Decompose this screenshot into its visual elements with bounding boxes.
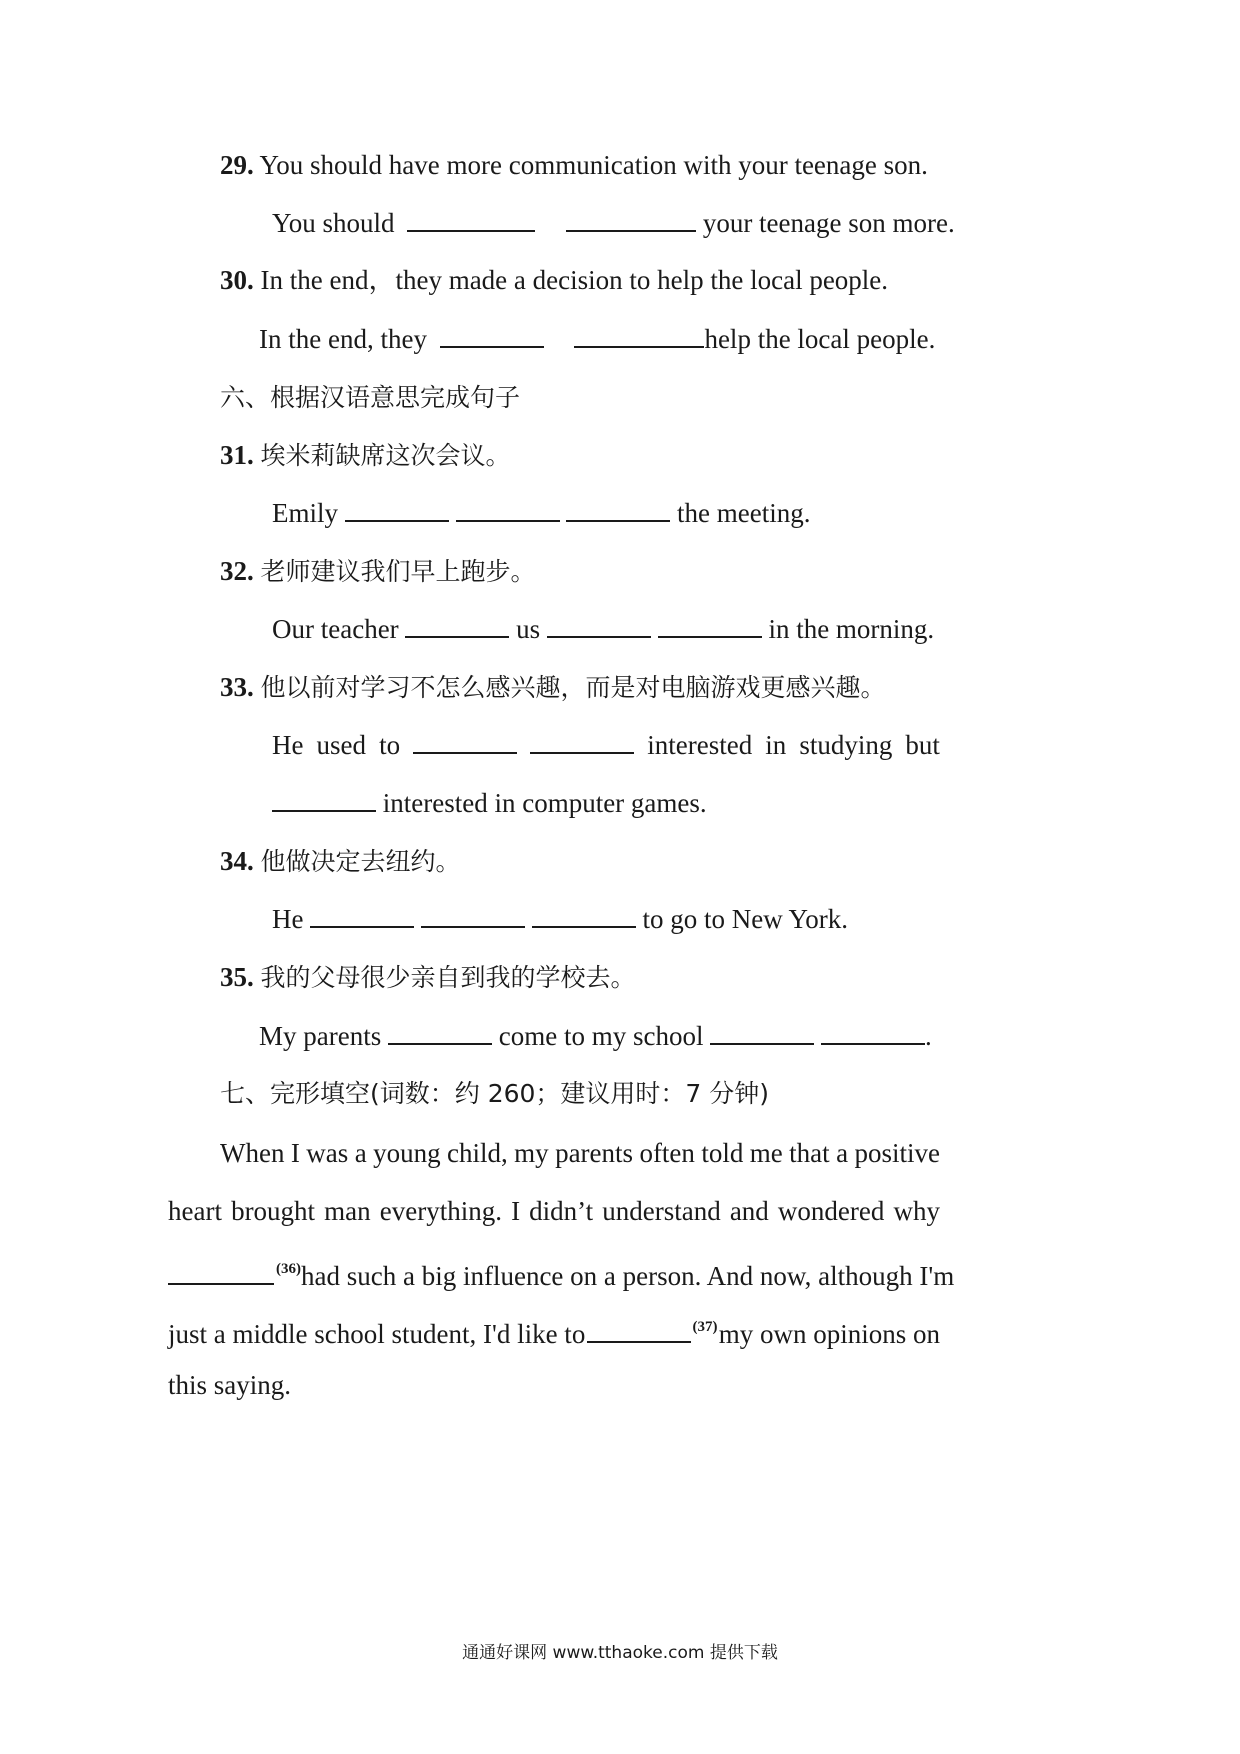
answer-31	[272, 496, 810, 530]
answer-text: in the morning.	[768, 614, 935, 644]
blank[interactable]	[345, 496, 449, 522]
passage-word: brought	[231, 1196, 316, 1226]
passage-word: and	[729, 1196, 769, 1226]
blank[interactable]	[310, 902, 414, 928]
passage-word: my	[514, 1138, 549, 1168]
answer-text: He	[272, 904, 304, 934]
blank[interactable]	[530, 728, 634, 754]
blank[interactable]	[658, 612, 762, 638]
passage-line	[168, 1310, 940, 1351]
question-text: 我的父母很少亲自到我的学校去。	[260, 963, 636, 992]
blank[interactable]	[574, 322, 704, 348]
blank[interactable]	[168, 1259, 274, 1285]
answer-word: but	[905, 730, 940, 760]
answer-text: You should	[272, 208, 395, 238]
passage-word: man	[324, 1196, 371, 1226]
blank[interactable]	[413, 728, 517, 754]
passage-word: a	[354, 1138, 367, 1168]
question-30	[220, 263, 888, 297]
passage-word: understand	[602, 1196, 721, 1226]
answer-word: interested	[647, 730, 753, 760]
question-33	[220, 670, 886, 705]
passage-word: often	[639, 1138, 695, 1168]
answer-text: Emily	[272, 498, 338, 528]
blank[interactable]	[272, 786, 376, 812]
passage-word: everything.	[379, 1196, 502, 1226]
blank[interactable]	[405, 612, 509, 638]
passage-text: my own opinions on	[718, 1319, 940, 1349]
answer-text: to go to New York.	[642, 904, 849, 934]
answer-34	[272, 902, 848, 936]
answer-29	[272, 206, 955, 240]
answer-33-line2	[272, 786, 707, 820]
passage-text: had such a big influence on a person. And now, although I'm	[301, 1261, 955, 1291]
answer-text: help the local people.	[704, 324, 936, 354]
answer-text: Our teacher	[272, 614, 399, 644]
passage-word: a	[836, 1138, 849, 1168]
question-text: 老师建议我们早上跑步。	[260, 557, 536, 586]
question-number: 33.	[220, 672, 254, 702]
question-text: 埃米莉缺席这次会议。	[260, 441, 511, 470]
question-number: 31.	[220, 440, 254, 470]
question-number: 29.	[220, 150, 254, 180]
passage-word: told	[701, 1138, 744, 1168]
blank[interactable]	[821, 1019, 925, 1045]
passage-word: I	[511, 1196, 521, 1226]
passage-word: me	[749, 1138, 783, 1168]
passage-word: why	[893, 1196, 940, 1226]
passage-word: heart	[168, 1196, 222, 1226]
passage-word: parents	[555, 1138, 634, 1168]
answer-35	[259, 1019, 932, 1053]
blank[interactable]	[421, 902, 525, 928]
passage-word: child,	[446, 1138, 508, 1168]
answer-text: interested in computer games.	[382, 788, 707, 818]
blank-number: (37)	[692, 1319, 718, 1335]
answer-text: .	[924, 1021, 932, 1051]
blank[interactable]	[566, 206, 696, 232]
question-35	[220, 960, 636, 995]
section-heading: 七、完形填空(词数：约 260；建议用时：7 分钟)	[220, 1079, 770, 1108]
question-29	[220, 148, 928, 182]
passage-line	[168, 1252, 955, 1293]
answer-text: come to my school	[498, 1021, 704, 1051]
answer-text: us	[516, 614, 541, 644]
answer-word: used	[316, 730, 367, 760]
passage-line	[168, 1194, 940, 1228]
blank[interactable]	[407, 206, 535, 232]
question-text: In the end，they made a decision to help the local people.	[260, 265, 889, 295]
passage-word: When	[220, 1138, 285, 1168]
footer-watermark: 通通好课网 www.tthaoke.com 提供下载	[462, 1643, 778, 1663]
passage-text: just a middle school student, I'd like to	[168, 1319, 586, 1349]
blank[interactable]	[710, 1019, 814, 1045]
question-number: 35.	[220, 962, 254, 992]
answer-text: My parents	[259, 1021, 382, 1051]
blank[interactable]	[532, 902, 636, 928]
passage-word: that	[789, 1138, 830, 1168]
question-number: 30.	[220, 265, 254, 295]
answer-word: to	[379, 730, 401, 760]
blank[interactable]	[547, 612, 651, 638]
blank[interactable]	[388, 1019, 492, 1045]
blank[interactable]	[456, 496, 560, 522]
answer-32	[272, 612, 934, 646]
passage-word: young	[373, 1138, 441, 1168]
blank[interactable]	[566, 496, 670, 522]
answer-text: your teenage son more.	[702, 208, 955, 238]
passage-word: I	[290, 1138, 300, 1168]
passage-line: this saying.	[168, 1370, 292, 1400]
question-text: 他做决定去纽约。	[260, 847, 461, 876]
answer-text: the meeting.	[677, 498, 811, 528]
question-34	[220, 844, 461, 879]
answer-30	[259, 322, 935, 356]
question-number: 32.	[220, 556, 254, 586]
passage-word: wondered	[777, 1196, 885, 1226]
question-number: 34.	[220, 846, 254, 876]
question-text: You should have more communication with your teenage son.	[259, 150, 928, 180]
answer-word: studying	[799, 730, 893, 760]
answer-word: He	[272, 730, 304, 760]
blank[interactable]	[440, 322, 544, 348]
passage-word: was	[306, 1138, 349, 1168]
blank-number: (36)	[276, 1261, 301, 1277]
passage-word: didn’t	[529, 1196, 594, 1226]
passage-line	[220, 1136, 940, 1170]
blank[interactable]	[587, 1317, 691, 1343]
question-text: 他以前对学习不怎么感兴趣，而是对电脑游戏更感兴趣。	[260, 673, 886, 702]
answer-33-line1	[272, 728, 940, 762]
question-32	[220, 554, 536, 589]
section-heading: 六、根据汉语意思完成句子	[220, 383, 521, 412]
answer-text: In the end, they	[259, 324, 427, 354]
question-31	[220, 438, 511, 473]
passage-word: positive	[854, 1138, 940, 1168]
answer-word: in	[765, 730, 787, 760]
